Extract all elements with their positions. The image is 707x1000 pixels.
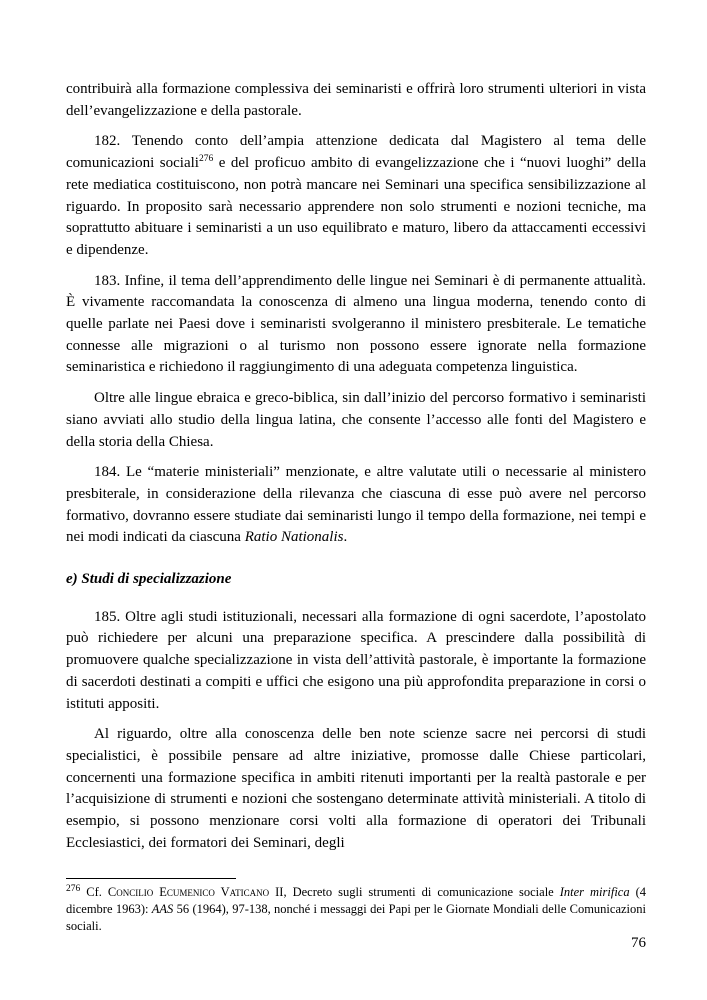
text-segment: Ratio Nationalis (244, 529, 344, 546)
text-segment: e) Studi di specializzazione (66, 571, 232, 588)
footnote (66, 884, 646, 935)
page-number: 76 (631, 935, 646, 951)
text-segment: Oltre alle lingue ebraica e greco-biblica, sin dall’inizio del percorso formativo i seminaristi siano avviati allo studio della lingua latina, che consente l’accesso alle fonti del Magistero e della storia della Chiesa. (66, 390, 646, 450)
footnote-reference: 276 (66, 883, 81, 894)
paragraph (66, 607, 646, 716)
paragraph (66, 131, 646, 261)
text-segment: , Decreto sugli strumenti di comunicazione sociale (283, 885, 560, 899)
text-segment: Cf. (80, 885, 108, 899)
paragraph (66, 388, 646, 453)
paragraph (66, 271, 646, 380)
text-segment: AAS (151, 902, 174, 916)
paragraph (66, 724, 646, 854)
section-heading (66, 569, 646, 591)
text-segment: 184. Le “materie ministeriali” menzionate, e altre valutate utili o necessarie al ministero presbiterale, in considerazione della rilevanza che ciascuna di esse può avere nel percorso formativo, dovranno essere studiate dai seminaristi lungo il tempo della formazione, nei tempi e nei modi indicati da ciascuna (66, 464, 646, 546)
text-segment: 182. Tenendo conto dell’ampia attenzione dedicata dal Magistero al tema delle comunicazioni sociali (66, 133, 646, 172)
text-segment: 185. Oltre agli studi istituzionali, necessari alla formazione di ogni sacerdote, l’apostolato può richiedere per alcuni una preparazione specifica. A prescindere dalla possibilità di promuovere qualche specializzazione in vista dell’attività pastorale, è importante la formazione di sacerdoti destinati a compiti e uffici che esigono una più approfondita preparazione in corsi o istituti appositi. (66, 608, 646, 712)
text-segment: Al riguardo, oltre alla conoscenza delle ben note scienze sacre nei percorsi di studi specialistici, è possibile pensare ad altre iniziative, promosse dalle Chiese particolari, concernenti una formazione specifica in ambiti ritenuti importanti per la realtà pastorale e per l’acquisizione di strumenti e nozioni che sostengano determinate attività ministeriali. A titolo di esempio, si possono menzionare corsi volti alla formazione di operatori dei Tribunali Ecclesiastici, dei formatori dei Seminari, degli (66, 726, 646, 851)
paragraph (66, 462, 646, 549)
text-segment: contribuirà alla formazione complessiva dei seminaristi e offrirà loro strumenti ulteriori in vista dell’evangelizzazione e della pastorale. (66, 81, 646, 119)
text-segment: 183. Infine, il tema dell’apprendimento delle lingue nei Seminari è di permanente attualità. È vivamente raccomandata la conoscenza di almeno una lingua moderna, tenendo conto di quelle parlate nei Paesi dove i seminaristi svolgeranno il ministero presbiterale. Le tematiche connesse alle migrazioni o al turismo non possono essere ignorate nella formazione seminaristica e richiedono il raggiungimento di una adeguata competenza linguistica. (66, 272, 646, 376)
paragraph (66, 79, 646, 122)
footnote-section (66, 878, 646, 935)
footnote-reference: 276 (198, 154, 214, 165)
text-segment: (4 dicembre 1963): (66, 885, 647, 916)
document-body (66, 79, 646, 864)
footnote-separator (66, 878, 236, 879)
text-segment: Concilio Ecumenico Vaticano II (107, 885, 284, 899)
text-segment: . (343, 529, 348, 546)
text-segment: Inter mirifica (559, 885, 630, 899)
text-segment: e del proficuo ambito di evangelizzazione che i “nuovi luoghi” della rete mediatica costituiscono, non potrà mancare nei Seminari una specifica sensibilizzazione al riguardo. In proposito sarà necessario apprendere non solo strumenti e nozioni tecniche, ma soprattutto abituare i seminaristi a un uso equilibrato e maturo, libero da attaccamenti eccessivi e dipendenze. (66, 155, 646, 258)
text-segment: 56 (1964), 97-138, nonché i messaggi dei Papi per le Giornate Mondiali delle Comunicazioni sociali. (66, 902, 646, 933)
